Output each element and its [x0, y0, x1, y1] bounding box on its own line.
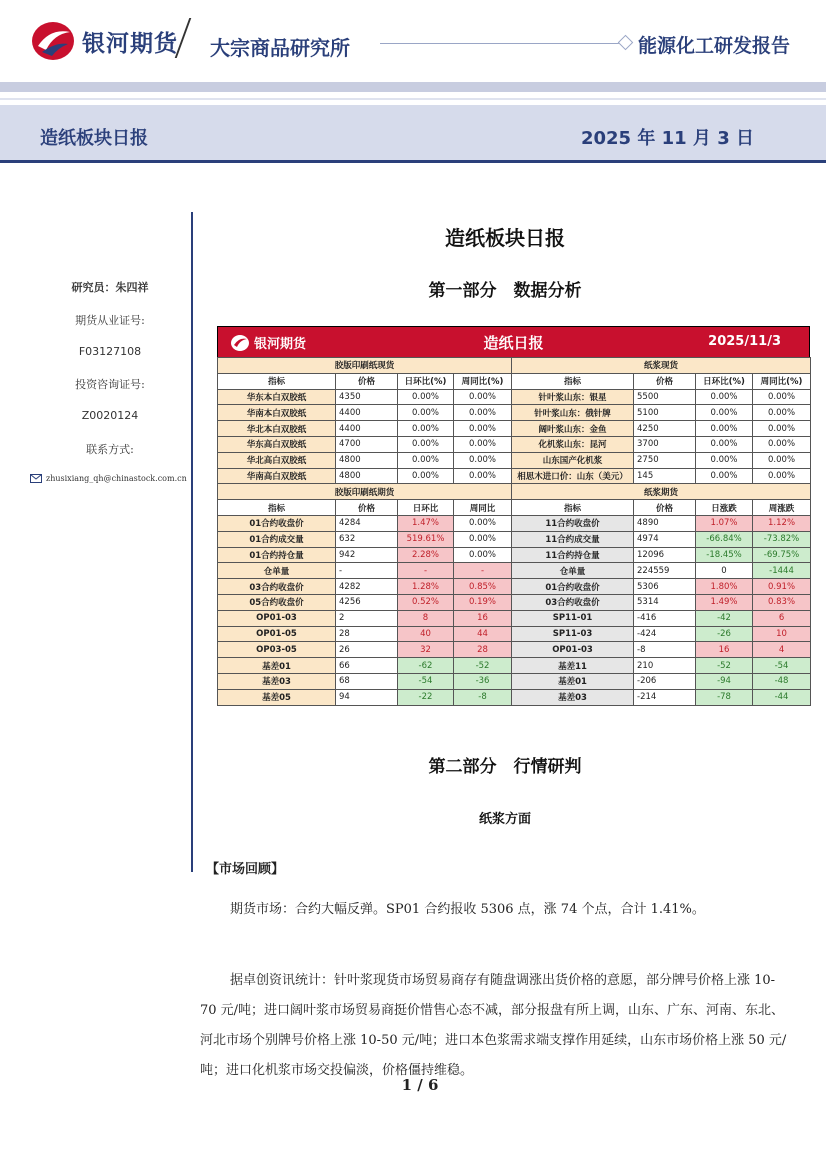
- main-title: 造纸板块日报: [445, 226, 565, 250]
- table-cell: 0.52%: [398, 594, 454, 610]
- table-cell: 224559: [634, 563, 696, 579]
- table-cell: 0.00%: [454, 547, 512, 563]
- table-cell: 华南本白双胶纸: [218, 405, 336, 421]
- table-row: [218, 452, 811, 468]
- table-cell: 1.49%: [696, 594, 753, 610]
- table-row: [218, 626, 811, 642]
- table-cell: 0.00%: [454, 468, 512, 484]
- section-header: 胶版印刷纸期货: [218, 484, 512, 500]
- table-cell: 0.00%: [454, 436, 512, 452]
- table-cell: -416: [634, 610, 696, 626]
- table-row: [218, 642, 811, 658]
- column-header: 价格: [336, 500, 398, 516]
- table-cell: 03合约收盘价: [512, 594, 634, 610]
- table-cell: 40: [398, 626, 454, 642]
- table-cell: 0.00%: [398, 468, 454, 484]
- report-type: 能源化工研发报告: [638, 35, 791, 57]
- column-header: 日环比(%): [398, 373, 454, 389]
- table-cell: -78: [696, 689, 753, 705]
- table-cell: 0.00%: [454, 405, 512, 421]
- spot-paragraph: 据卓创资讯统计：针叶浆现货市场贸易商存有随盘调涨出货价格的意愿，部分牌号价格上涨 10-70 元/吨；进口阔叶浆市场贸易商挺价惜售心态不减，部分报盘有所上调，山东、广东、河南、东北、河北市场个别牌号价格上涨 10-50 元/吨；进口本色浆需求端支撑作用延续，山东市场价格上涨 50 元/吨；进口化机浆市场交投偏淡，价格僵持维稳。: [200, 973, 787, 1078]
- table-cell: 1.80%: [696, 579, 753, 595]
- table-cell: 仓单量: [218, 563, 336, 579]
- institute-name: 大宗商品研究所: [210, 36, 350, 60]
- table-cell: 5314: [634, 594, 696, 610]
- table-cell: 01合约持仓量: [218, 547, 336, 563]
- section-header: 纸浆现货: [512, 358, 811, 374]
- table-cell: 10: [753, 626, 811, 642]
- table-cell: 0.00%: [696, 421, 753, 437]
- table-cell: -54: [398, 673, 454, 689]
- table-cell: -36: [454, 673, 512, 689]
- table-cell: 4350: [336, 389, 398, 405]
- table-cell: 针叶浆山东：俄针牌: [512, 405, 634, 421]
- table-cell: -42: [696, 610, 753, 626]
- page-header: [0, 0, 826, 82]
- table-cell: 26: [336, 642, 398, 658]
- table-cell: 0.85%: [454, 579, 512, 595]
- table-section-row: [218, 484, 811, 500]
- table-cell: 1.47%: [398, 515, 454, 531]
- table-row: [218, 405, 811, 421]
- table-row: [218, 610, 811, 626]
- table-cell: 28: [336, 626, 398, 642]
- table-cell: 145: [634, 468, 696, 484]
- table-cell: 0.00%: [398, 452, 454, 468]
- table-cell: 28: [454, 642, 512, 658]
- table-cell: -48: [753, 673, 811, 689]
- table-cell: 0.00%: [753, 389, 811, 405]
- table-cell: 5306: [634, 579, 696, 595]
- table-cell: 0.00%: [753, 405, 811, 421]
- table-cell: 44: [454, 626, 512, 642]
- table-cell: 519.61%: [398, 531, 454, 547]
- diamond-icon: [618, 35, 634, 51]
- section-header: 纸浆期货: [512, 484, 811, 500]
- column-header: 周同比: [454, 500, 512, 516]
- column-header: 周同比(%): [753, 373, 811, 389]
- table-cell: OP01-03: [218, 610, 336, 626]
- table-cell: 0.00%: [753, 452, 811, 468]
- table-cell: 华东本白双胶纸: [218, 389, 336, 405]
- table-cell: 山东国产化机浆: [512, 452, 634, 468]
- table-cell: -424: [634, 626, 696, 642]
- table-cell: 华北本白双胶纸: [218, 421, 336, 437]
- table-cell: -66.84%: [696, 531, 753, 547]
- table-cell: 8: [398, 610, 454, 626]
- header-band: [0, 82, 826, 92]
- part2-heading: 第二部分 行情研判: [428, 757, 582, 777]
- table-cell: 2.28%: [398, 547, 454, 563]
- table-cell: 化机浆山东：昆河: [512, 436, 634, 452]
- table-cell: 0.00%: [398, 389, 454, 405]
- table-cell: 4256: [336, 594, 398, 610]
- table-cell: 16: [454, 610, 512, 626]
- table-row: [218, 547, 811, 563]
- table-title: 造纸日报: [483, 334, 544, 352]
- table-cell: 5100: [634, 405, 696, 421]
- table-row: [218, 673, 811, 689]
- table-cell: 基差11: [512, 658, 634, 674]
- table-cell: 0: [696, 563, 753, 579]
- table-header-row: [218, 500, 811, 516]
- table-cell: -8: [454, 689, 512, 705]
- table-cell: 0.00%: [454, 389, 512, 405]
- table-cell: 基差01: [512, 673, 634, 689]
- brand-logo: [30, 20, 178, 62]
- table-cell: 0.00%: [753, 421, 811, 437]
- table-cell: 4250: [634, 421, 696, 437]
- table-cell: 针叶浆山东：银星: [512, 389, 634, 405]
- table-cell: 05合约收盘价: [218, 594, 336, 610]
- table-cell: 0.00%: [696, 468, 753, 484]
- table-cell: 942: [336, 547, 398, 563]
- table-cell: OP01-05: [218, 626, 336, 642]
- table-cell: 12096: [634, 547, 696, 563]
- table-cell: 6: [753, 610, 811, 626]
- galaxy-logo-icon: [30, 20, 76, 62]
- table-cell: 0.83%: [753, 594, 811, 610]
- table-cell: SP11-01: [512, 610, 634, 626]
- table-cell: 0.19%: [454, 594, 512, 610]
- table-row: [218, 579, 811, 595]
- table-row: [218, 563, 811, 579]
- table-cell: 94: [336, 689, 398, 705]
- column-header: 指标: [218, 500, 336, 516]
- table-cell: -54: [753, 658, 811, 674]
- table-cell: 0.91%: [753, 579, 811, 595]
- table-header-row: [218, 373, 811, 389]
- header-band-thin: [0, 98, 826, 100]
- table-cell: -8: [634, 642, 696, 658]
- table-cell: 0.00%: [753, 436, 811, 452]
- table-row: [218, 531, 811, 547]
- column-header: 日环比(%): [696, 373, 753, 389]
- contact-label: 联系方式:: [86, 443, 134, 456]
- page-number: 1 / 6: [401, 1076, 439, 1094]
- table-cell: 基差03: [218, 673, 336, 689]
- table-cell: 11合约持仓量: [512, 547, 634, 563]
- table-cell: 0.00%: [454, 452, 512, 468]
- table-row: [218, 468, 811, 484]
- table-row: [218, 389, 811, 405]
- table-cell: 2750: [634, 452, 696, 468]
- table-row: [218, 689, 811, 705]
- table-row: [218, 421, 811, 437]
- table-cell: 01合约收盘价: [218, 515, 336, 531]
- table-cell: 16: [696, 642, 753, 658]
- table-cell: 基差03: [512, 689, 634, 705]
- table-cell: 0.00%: [454, 421, 512, 437]
- contact-email[interactable]: [30, 474, 187, 483]
- table-cell: 仓单量: [512, 563, 634, 579]
- email-text[interactable]: zhusixiang_qh@chinastock.com.cn: [46, 474, 187, 483]
- table-cell: -22: [398, 689, 454, 705]
- table-cell: -26: [696, 626, 753, 642]
- table-cell: 4282: [336, 579, 398, 595]
- table-cell: 0.00%: [696, 436, 753, 452]
- column-header: 指标: [218, 373, 336, 389]
- section-header: 胶版印刷纸现货: [218, 358, 512, 374]
- table-cell: 4: [753, 642, 811, 658]
- table-cell: 03合约收盘价: [218, 579, 336, 595]
- table-cell: 华东高白双胶纸: [218, 436, 336, 452]
- table-cell: 66: [336, 658, 398, 674]
- column-header: 日环比: [398, 500, 454, 516]
- table-cell: 0.00%: [398, 405, 454, 421]
- table-cell: 210: [634, 658, 696, 674]
- license-label: 期货从业证号:: [75, 314, 145, 327]
- daily-data-table: [217, 326, 810, 706]
- table-cell: 4800: [336, 468, 398, 484]
- table-cell: -: [398, 563, 454, 579]
- brand-name: 银河期货: [82, 30, 178, 57]
- consult-label: 投资咨询证号:: [75, 378, 145, 391]
- table-cell: 基差01: [218, 658, 336, 674]
- table-section-row: [218, 358, 811, 374]
- column-header: 指标: [512, 500, 634, 516]
- table-cell: -: [454, 563, 512, 579]
- table-cell: 4284: [336, 515, 398, 531]
- table-cell: SP11-03: [512, 626, 634, 642]
- header-rule: [380, 43, 620, 44]
- column-header: 日涨跌: [696, 500, 753, 516]
- table-cell: -52: [454, 658, 512, 674]
- title-band-rule: [0, 160, 826, 163]
- table-cell: 68: [336, 673, 398, 689]
- table-brand-name: 银河期货: [254, 337, 307, 352]
- table-cell: 0.00%: [454, 515, 512, 531]
- consult-number: Z0020124: [81, 409, 139, 422]
- pulp-heading: 纸浆方面: [478, 812, 531, 827]
- table-cell: 1.07%: [696, 515, 753, 531]
- table-cell: 0.00%: [398, 436, 454, 452]
- table-cell: 32: [398, 642, 454, 658]
- table-banner: [217, 326, 810, 357]
- column-header: 价格: [634, 500, 696, 516]
- table-cell: 4800: [336, 452, 398, 468]
- column-header: 价格: [634, 373, 696, 389]
- table-cell: 0.00%: [398, 421, 454, 437]
- table-cell: 相思木进口价：山东（美元）: [512, 468, 634, 484]
- report-date: 2025 年 11 月 3 日: [580, 128, 754, 149]
- table-cell: -69.75%: [753, 547, 811, 563]
- table-cell: -214: [634, 689, 696, 705]
- table-cell: 1.28%: [398, 579, 454, 595]
- table-cell: 2: [336, 610, 398, 626]
- table-cell: -1444: [753, 563, 811, 579]
- sidebar-rule: [191, 212, 193, 872]
- table-cell: -44: [753, 689, 811, 705]
- column-header: 指标: [512, 373, 634, 389]
- table-cell: 基差05: [218, 689, 336, 705]
- table-cell: 01合约成交量: [218, 531, 336, 547]
- table-cell: 4700: [336, 436, 398, 452]
- table-cell: 阔叶浆山东：金鱼: [512, 421, 634, 437]
- column-header: 周涨跌: [753, 500, 811, 516]
- table-row: [218, 515, 811, 531]
- table-row: [218, 594, 811, 610]
- table-cell: 华北高白双胶纸: [218, 452, 336, 468]
- table-cell: -52: [696, 658, 753, 674]
- table-date: 2025/11/3: [708, 334, 781, 349]
- table-cell: 11合约收盘价: [512, 515, 634, 531]
- table-cell: -18.45%: [696, 547, 753, 563]
- table-row: [218, 658, 811, 674]
- table-cell: 632: [336, 531, 398, 547]
- table-cell: OP03-05: [218, 642, 336, 658]
- table-cell: -206: [634, 673, 696, 689]
- table-cell: OP01-03: [512, 642, 634, 658]
- table-cell: 5500: [634, 389, 696, 405]
- table-cell: 4974: [634, 531, 696, 547]
- table-cell: 0.00%: [696, 405, 753, 421]
- data-grid: [217, 357, 811, 706]
- table-cell: 4400: [336, 405, 398, 421]
- table-cell: 0.00%: [753, 468, 811, 484]
- table-cell: -62: [398, 658, 454, 674]
- table-cell: -73.82%: [753, 531, 811, 547]
- table-cell: 01合约收盘价: [512, 579, 634, 595]
- table-cell: -94: [696, 673, 753, 689]
- column-header: 周同比(%): [454, 373, 512, 389]
- researcher-name: 研究员：朱四祥: [71, 281, 149, 294]
- table-cell: 华南高白双胶纸: [218, 468, 336, 484]
- table-cell: 4890: [634, 515, 696, 531]
- table-cell: 0.00%: [696, 389, 753, 405]
- table-cell: 0.00%: [454, 531, 512, 547]
- table-cell: 4400: [336, 421, 398, 437]
- market-review-heading: 【市场回顾】: [206, 862, 285, 877]
- column-header: 价格: [336, 373, 398, 389]
- table-cell: 3700: [634, 436, 696, 452]
- mail-icon: [30, 474, 42, 483]
- report-subtitle: 造纸板块日报: [40, 128, 148, 149]
- futures-paragraph: 期货市场：合约大幅反弹。SP01 合约报收 5306 点，涨 74 个点，合计 1.41%。: [230, 902, 705, 917]
- table-cell: 1.12%: [753, 515, 811, 531]
- table-row: [218, 436, 811, 452]
- table-cell: 11合约成交量: [512, 531, 634, 547]
- license-number: F03127108: [78, 345, 142, 358]
- table-cell: -: [336, 563, 398, 579]
- table-cell: 0.00%: [696, 452, 753, 468]
- part1-heading: 第一部分 数据分析: [428, 281, 582, 301]
